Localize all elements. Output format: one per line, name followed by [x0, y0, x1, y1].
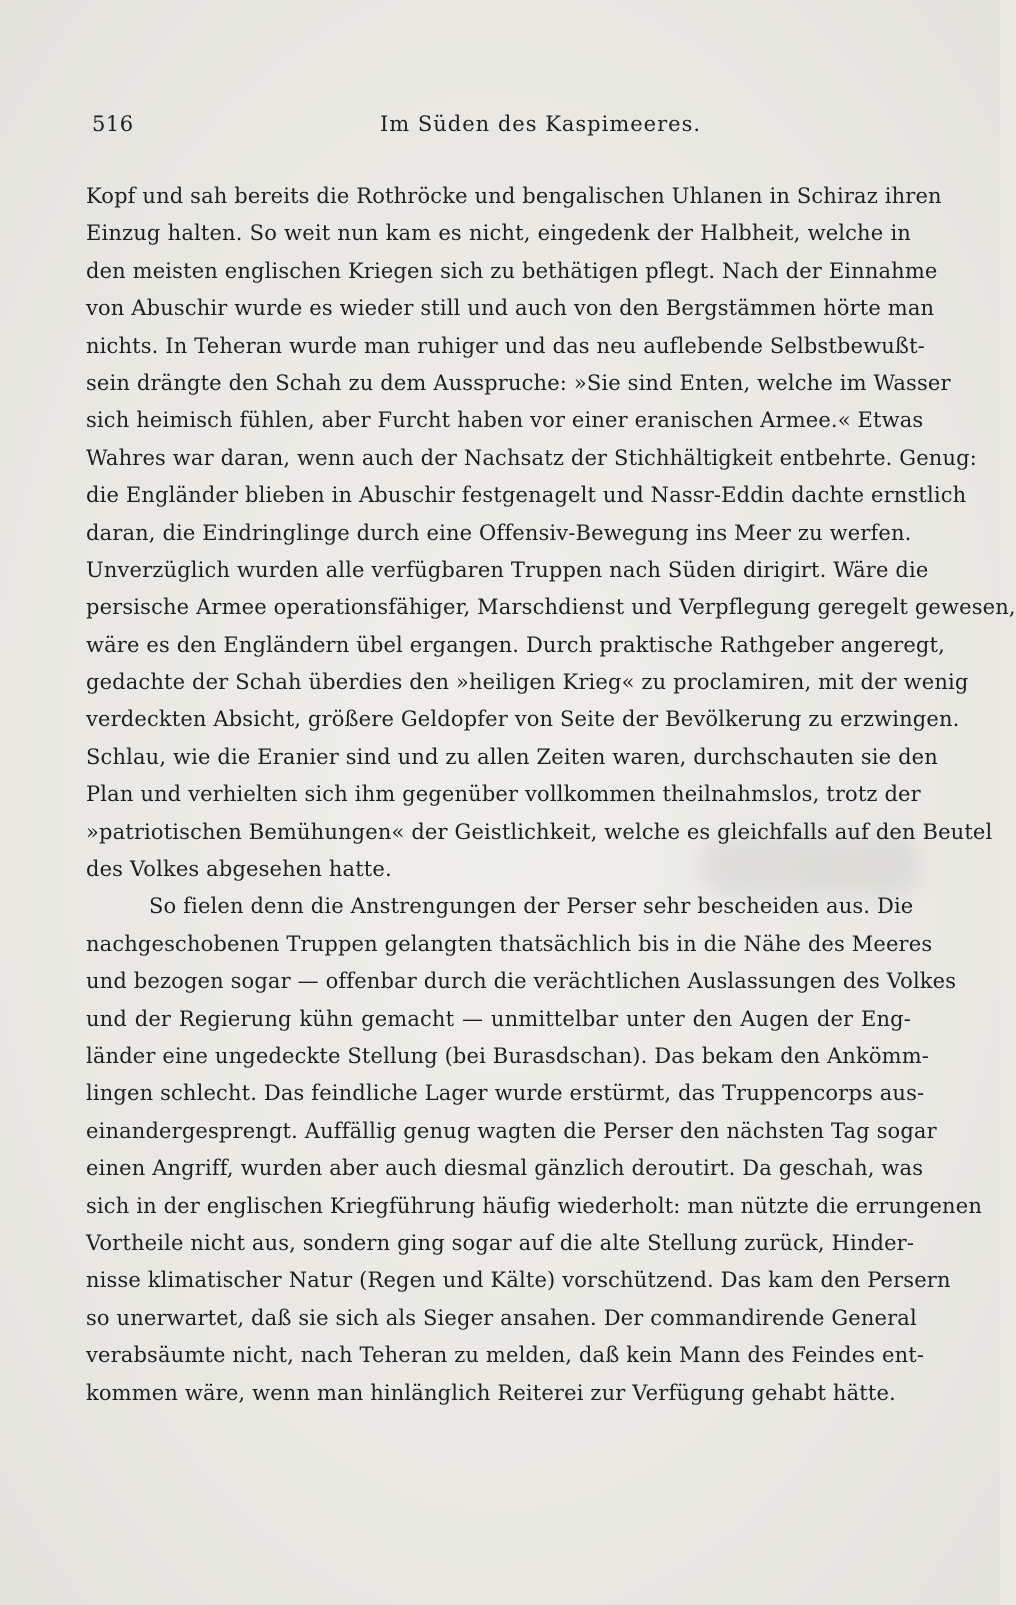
text-line: Einzug halten. So weit nun kam es nicht, eingedenk der Halbheit, welche in	[86, 221, 911, 246]
text-line: verabsäumte nicht, nach Teheran zu melden, daß kein Mann des Feindes ent-	[86, 1343, 925, 1368]
text-line: »patriotischen Bemühungen« der Geistlichkeit, welche es gleichfalls auf den Beutel	[86, 819, 993, 844]
text-line: gedachte der Schah überdies den »heiligen Krieg« zu proclamiren, mit der wenig	[86, 670, 969, 695]
text-line: länder eine ungedeckte Stellung (bei Burasdschan). Das bekam den Ankömm-	[86, 1043, 929, 1068]
text-line: sein drängte den Schah zu dem Ausspruche: »Sie sind Enten, welche im Wasser	[86, 370, 951, 395]
text-line: die Engländer blieben in Abuschir festgenagelt und Nassr-Eddin dachte ernstlich	[86, 483, 967, 508]
text-line: nachgeschobenen Truppen gelangten thatsächlich bis in die Nähe des Meeres	[86, 931, 933, 956]
body-text	[86, 178, 1016, 1412]
text-line: und bezogen sogar — offenbar durch die verächtlichen Auslassungen des Volkes	[86, 969, 957, 994]
text-line: daran, die Eindringlinge durch eine Offensiv-Bewegung ins Meer zu werfen.	[86, 520, 912, 545]
text-line: kommen wäre, wenn man hinlänglich Reiterei zur Verfügung gehabt hätte.	[86, 1380, 896, 1405]
text-line: einen Angriff, wurden aber auch diesmal gänzlich deroutirt. Da geschah, was	[86, 1156, 924, 1181]
text-line: nisse klimatischer Natur (Regen und Kälte) vorschützend. Das kam den Persern	[86, 1268, 951, 1293]
text-line: einandergesprengt. Auffällig genug wagten die Perser den nächsten Tag sogar	[86, 1118, 937, 1143]
text-line: Kopf und sah bereits die Rothröcke und bengalischen Uhlanen in Schiraz ihren	[86, 184, 942, 208]
text-line: sich heimisch fühlen, aber Furcht haben vor einer eranischen Armee.« Etwas	[86, 408, 924, 433]
text-line: Plan und verhielten sich ihm gegenüber vollkommen theilnahmslos, trotz der	[86, 782, 921, 807]
text-line: lingen schlecht. Das feindliche Lager wurde erstürmt, das Truppencorps aus-	[86, 1081, 925, 1106]
text-line: persische Armee operationsfähiger, Marschdienst und Verpflegung geregelt gewesen,	[86, 595, 1016, 620]
text-line: Wahres war daran, wenn auch der Nachsatz der Stichhältigkeit entbehrte. Genug:	[86, 445, 977, 470]
text-line: und der Regierung kühn gemacht — unmittelbar unter den Augen der Eng-	[86, 1006, 911, 1031]
text-line: So fielen denn die Anstrengungen der Perser sehr bescheiden aus. Die	[149, 894, 914, 919]
text-line: Unverzüglich wurden alle verfügbaren Truppen nach Süden dirigirt. Wäre die	[86, 557, 929, 582]
page-number: 516	[92, 112, 134, 136]
text-line: so unerwartet, daß sie sich als Sieger ansahen. Der commandirende General	[86, 1305, 917, 1330]
text-line: des Volkes abgesehen hatte.	[86, 857, 392, 882]
text-line: wäre es den Engländern übel ergangen. Durch praktische Rathgeber angeregt,	[86, 632, 945, 657]
running-title: Im Süden des Kaspimeeres.	[380, 112, 702, 136]
text-line: Vortheile nicht aus, sondern ging sogar auf die alte Stellung zurück, Hinder-	[86, 1230, 915, 1255]
text-line: sich in der englischen Kriegführung häufig wiederholt: man nützte die errungenen	[86, 1193, 982, 1218]
text-line: den meisten englischen Kriegen sich zu bethätigen pflegt. Nach der Einnahme	[86, 258, 938, 283]
text-line: Schlau, wie die Eranier sind und zu allen Zeiten waren, durchschauten sie den	[86, 744, 938, 769]
text-line: nichts. In Teheran wurde man ruhiger und das neu auflebende Selbstbewußt-	[86, 333, 925, 358]
running-head	[92, 112, 702, 142]
text-line: von Abuschir wurde es wieder still und auch von den Bergstämmen hörte man	[86, 296, 935, 321]
text-line: verdeckten Absicht, größere Geldopfer von Seite der Bevölkerung zu erzwingen.	[86, 707, 960, 732]
